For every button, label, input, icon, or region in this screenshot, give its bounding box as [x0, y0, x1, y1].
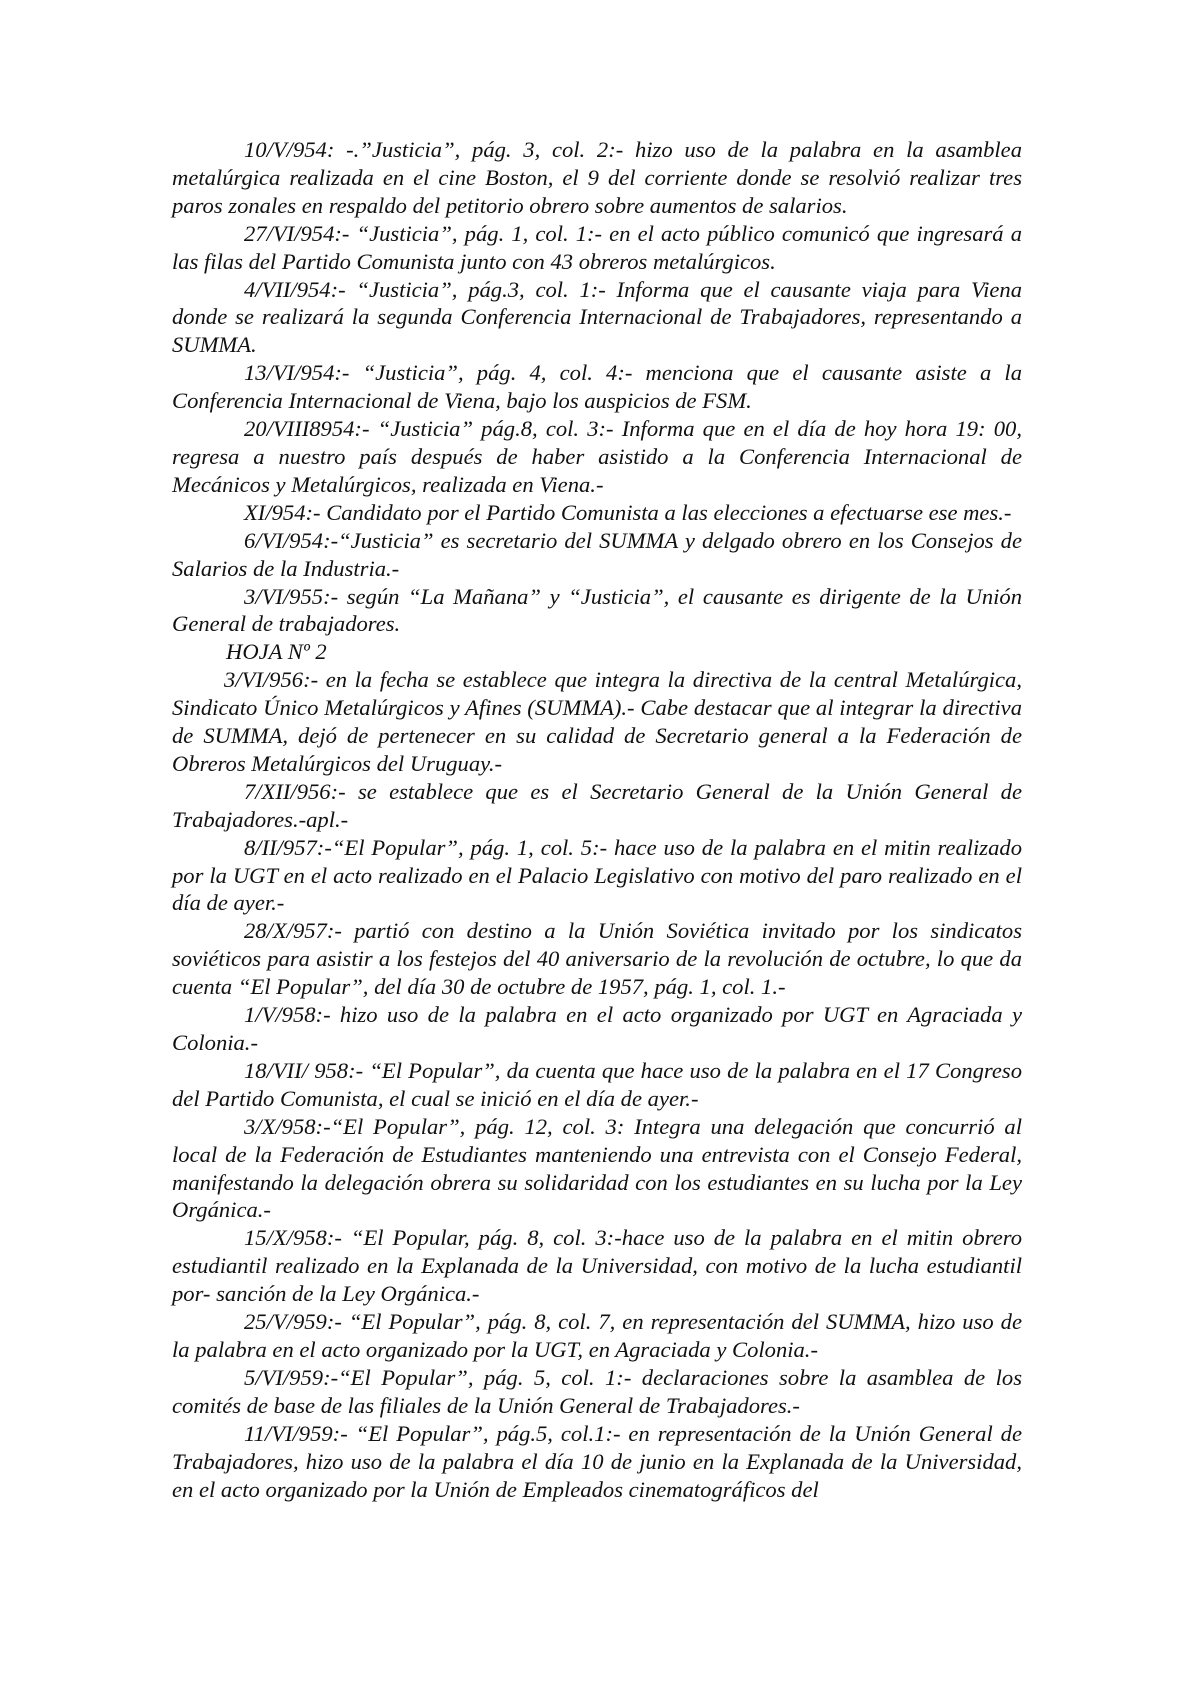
entry-1954-06-13: 13/VI/954:- “Justicia”, pág. 4, col. 4:- menciona que el causante asiste a la Conferencia Internacional de Viena, bajo los auspicios de FSM.: [172, 360, 1022, 414]
entry-1954-06-06: 6/VI/954:-“Justicia” es secretario del SUMMA y delgado obrero en los Consejos de Salarios de la Industria.-: [172, 527, 1022, 581]
entry-1955-06-03: 3/VI/955:- según “La Mañana” y “Justicia”, el causante es dirigente de la Unión General de trabajadores.: [172, 583, 1022, 637]
entry-1959-06-05: 5/VI/959:-“El Popular”, pág. 5, col. 1:- declaraciones sobre la asamblea de los comités de base de las filiales de la Unión General de Trabajadores.-: [172, 1364, 1022, 1418]
entry-1958-07-18: 18/VII/ 958:- “El Popular”, da cuenta que hace uso de la palabra en el 17 Congreso del Partido Comunista, el cual se inició en el día de ayer.-: [172, 1057, 1022, 1111]
entry-1956-06-03: 3/VI/956:- en la fecha se establece que integra la directiva de la central Metalúrgica, Sindicato Único Metalúrgicos y Afines (SUMMA).- Cabe destacar que al integrar la directiva de SUMMA, dejó de pertenecer en su calidad de Secretario general a la Federación de Obreros Metalúrgicos del Uruguay.-: [172, 667, 1022, 776]
entry-1957-02-08: 8/II/957:-“El Popular”, pág. 1, col. 5:- hace uso de la palabra en el mitin realizado por la UGT en el acto realizado en el Palacio Legislativo con motivo del paro realizado en el día de ayer.-: [172, 834, 1022, 916]
entry-1959-06-11: 11/VI/959:- “El Popular”, pág.5, col.1:- en representación de la Unión General de Trabajadores, hizo uso de la palabra el día 10 de junio en la Explanada de la Universidad, en el acto organizado por la Unión de Empleados cinematográficos del: [172, 1420, 1022, 1502]
entry-1954-06-27: 27/VI/954:- “Justicia”, pág. 1, col. 1:- en el acto público comunicó que ingresará a las filas del Partido Comunista junto con 43 obreros metalúrgicos.: [172, 220, 1022, 274]
entry-1958-10-03: 3/X/958:-“El Popular”, pág. 12, col. 3: Integra una delegación que concurrió al local de la Federación de Estudiantes manteniendo una entrevista con el Consejo Federal, manifestando la delegación obrera su solidaridad con los estudiantes en su lucha por la Ley Orgánica.-: [172, 1113, 1022, 1223]
entry-1956-12-07: 7/XII/956:- se establece que es el Secretario General de la Unión General de Trabajadores.-apl.-: [172, 778, 1022, 832]
entry-1958-05-01: 1/V/958:- hizo uso de la palabra en el acto organizado por UGT en Agraciada y Colonia.-: [172, 1002, 1022, 1055]
document-page: [172, 136, 1022, 1503]
entry-1954-07-04: 4/VII/954:- “Justicia”, pág.3, col. 1:- Informa que el causante viaja para Viena donde se realizará la segunda Conferencia Internacional de Trabajadores, representando a SUMMA.: [172, 276, 1022, 358]
entry-1957-10-28: 28/X/957:- partió con destino a la Unión Soviética invitado por los sindicatos soviéticos para asistir a los festejos del 40 aniversario de la revolución de octubre, lo que da cuenta “El Popular”, del día 30 de octubre de 1957, pág. 1, col. 1.-: [172, 918, 1022, 1000]
entry-1954-08-20: 20/VIII8954:- “Justicia” pág.8, col. 3:- Informa que en el día de hoy hora 19: 00, regresa a nuestro país después de haber asistido a la Conferencia Internacional de Mecánicos y Metalúrgicos, realizada en Viena.-: [172, 416, 1022, 497]
entry-1959-05-25: 25/V/959:- “El Popular”, pág. 8, col. 7, en representación del SUMMA, hizo uso de la palabra en el acto organizado por la UGT, en Agraciada y Colonia.-: [172, 1309, 1022, 1362]
entry-1958-10-15: 15/X/958:- “El Popular, pág. 8, col. 3:-hace uso de la palabra en el mitin obrero estudiantil realizado en la Explanada de la Universidad, con motivo de la lucha estudiantil por- sanción de la Ley Orgánica.-: [172, 1225, 1022, 1307]
entry-1954-05-10: 10/V/954: -.”Justicia”, pág. 3, col. 2:- hizo uso de la palabra en la asamblea metalúrgica realizada en el cine Boston, el 9 del corriente donde se resolvió realizar tres paros zonales en respaldo del petitorio obrero sobre aumentos de salarios.: [172, 137, 1022, 218]
entry-1954-11: XI/954:- Candidato por el Partido Comunista a las elecciones a efectuarse ese mes.-: [244, 499, 1012, 525]
sheet-heading: HOJA Nº 2: [226, 639, 327, 665]
